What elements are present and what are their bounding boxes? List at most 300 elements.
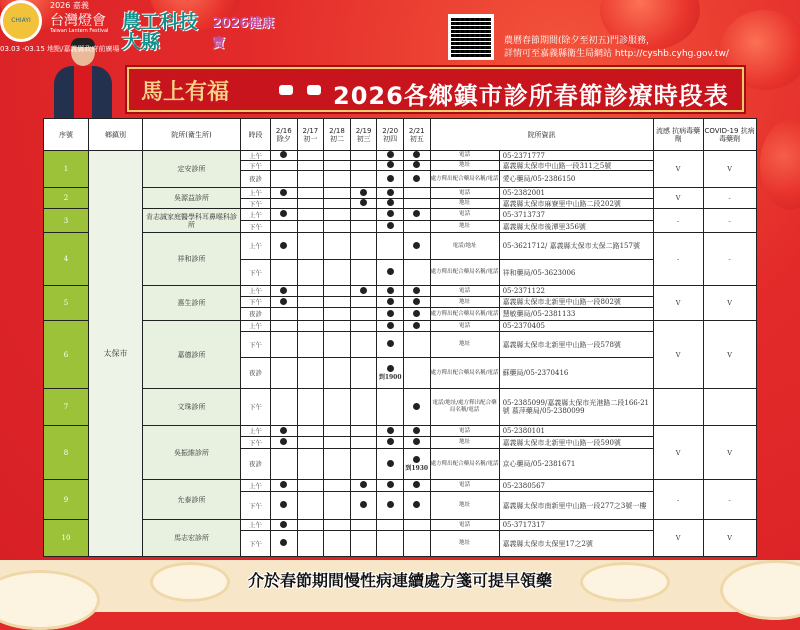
schedule-cell: [377, 297, 404, 308]
title-banner: [127, 67, 744, 112]
header-info: 院所資訊: [430, 119, 653, 151]
open-dot-icon: [413, 151, 420, 158]
schedule-cell: [324, 161, 351, 171]
info-value: 05-3713737: [499, 209, 653, 221]
schedule-cell: [403, 332, 430, 358]
open-dot-icon: [360, 189, 367, 196]
schedule-cell: [324, 358, 351, 389]
schedule-cell: [324, 449, 351, 480]
schedule-cell: [377, 321, 404, 332]
info-label: 電話: [430, 209, 499, 221]
schedule-cell: [403, 492, 430, 520]
schedule-cell: [350, 308, 377, 321]
open-dot-icon: [413, 427, 420, 434]
schedule-cell: [271, 358, 298, 389]
schedule-cell: [403, 161, 430, 171]
info-label: 電話: [430, 426, 499, 437]
open-dot-icon: [413, 298, 420, 305]
time-slot: 上午: [241, 520, 271, 531]
schedule-cell: [271, 531, 298, 557]
time-slot: 下午: [241, 199, 271, 209]
schedule-cell: [271, 426, 298, 437]
schedule-cell: [324, 260, 351, 286]
township-name: 太保市: [89, 151, 143, 557]
clinic-name: 文珠診所: [143, 389, 241, 426]
flu-antiviral: V: [653, 286, 703, 321]
schedule-cell: [350, 531, 377, 557]
open-dot-icon: [387, 340, 394, 347]
open-dot-icon: [387, 481, 394, 488]
open-dot-icon: [387, 199, 394, 206]
open-dot-icon: [413, 456, 420, 463]
schedule-cell: [377, 151, 404, 161]
info-label: 電話: [430, 151, 499, 161]
covid-antiviral: V: [703, 286, 756, 321]
schedule-cell: [324, 426, 351, 437]
schedule-cell: [403, 531, 430, 557]
schedule-cell: [271, 321, 298, 332]
schedule-cell: [377, 480, 404, 492]
schedule-cell: [403, 389, 430, 426]
flu-antiviral: V: [653, 426, 703, 480]
info-label: 處方釋出配合藥局名稱/電話: [430, 449, 499, 480]
flu-antiviral: -: [653, 233, 703, 286]
info-value: 蘇藥局/05-2370416: [499, 358, 653, 389]
schedule-cell: [377, 520, 404, 531]
info-value: 嘉義縣太保市北新里中山路一段590號: [499, 437, 653, 449]
time-slot: 上午: [241, 209, 271, 221]
covid-antiviral: -: [703, 188, 756, 209]
info-value: 嘉義縣太保市北新里中山路一段578號: [499, 332, 653, 358]
table-row: [44, 389, 757, 426]
header-day-2-19: 2/19 初三: [350, 119, 377, 151]
schedule-cell: [403, 297, 430, 308]
table-row: [44, 520, 757, 531]
schedule-cell: [297, 171, 324, 188]
table-row: [44, 233, 757, 260]
schedule-cell: [350, 492, 377, 520]
info-value: 05-2380101: [499, 426, 653, 437]
open-dot-icon: [413, 175, 420, 182]
schedule-cell: [297, 151, 324, 161]
open-dot-icon: [387, 222, 394, 229]
schedule-cell: [403, 151, 430, 161]
schedule-cell: [403, 286, 430, 297]
flu-antiviral: [653, 389, 703, 426]
time-slot: 上午: [241, 151, 271, 161]
schedule-cell: [297, 199, 324, 209]
clinic-number: 2: [44, 188, 89, 209]
schedule-cell: [297, 480, 324, 492]
schedule-cell: [271, 449, 298, 480]
schedule-cell: [324, 520, 351, 531]
schedule-cell: [403, 209, 430, 221]
schedule-cell: [297, 520, 324, 531]
schedule-cell: [350, 358, 377, 389]
open-dot-icon: [360, 199, 367, 206]
open-dot-icon: [413, 210, 420, 217]
page-title: 2026各鄉鎮市診所春節診療時段表: [333, 82, 729, 110]
info-value: 嘉義縣太保市北新里中山路一段802號: [499, 297, 653, 308]
schedule-cell: [297, 389, 324, 426]
clinic-number: 8: [44, 426, 89, 480]
header-day-2-16: 2/16 除夕: [271, 119, 298, 151]
open-dot-icon: [387, 189, 394, 196]
clinic-name: 惠生診所: [143, 286, 241, 321]
clinic-number: 6: [44, 321, 89, 389]
time-slot: 夜診: [241, 171, 271, 188]
schedule-cell: [297, 332, 324, 358]
info-label: 電話: [430, 321, 499, 332]
open-dot-icon: [413, 287, 420, 294]
info-value: 05-2371122: [499, 286, 653, 297]
schedule-cell: [403, 171, 430, 188]
open-dot-icon: [387, 322, 394, 329]
open-dot-icon: [387, 151, 394, 158]
info-value: 05-2382001: [499, 188, 653, 199]
schedule-cell: [324, 199, 351, 209]
schedule-cell: [350, 188, 377, 199]
horse-icon: [307, 85, 321, 95]
open-dot-icon: [280, 481, 287, 488]
clinic-name: 吳振維診所: [143, 426, 241, 480]
header-town: 鄉鎮別: [89, 119, 143, 151]
clinic-name: 肯志誠家庭醫學科耳鼻喉科診所: [143, 209, 241, 233]
time-slot: 下午: [241, 437, 271, 449]
open-dot-icon: [280, 501, 287, 508]
logo-agri-tech-county: 農工科技大縣: [122, 11, 199, 53]
info-label: 處方釋出配合藥局名稱/電話: [430, 171, 499, 188]
info-label: 電話: [430, 286, 499, 297]
time-slot: 上午: [241, 286, 271, 297]
time-slot: 上午: [241, 321, 271, 332]
qr-code[interactable]: [448, 14, 494, 60]
schedule-cell: [403, 308, 430, 321]
table-row: [44, 321, 757, 332]
time-slot: 夜診: [241, 449, 271, 480]
schedule-cell: [271, 308, 298, 321]
schedule-cell: [297, 297, 324, 308]
info-label: 地址: [430, 297, 499, 308]
schedule-cell: [350, 437, 377, 449]
schedule-cell: [324, 209, 351, 221]
open-dot-icon: [387, 210, 394, 217]
schedule-cell: [297, 437, 324, 449]
schedule-cell: [350, 233, 377, 260]
header-covid: COVID-19 抗病毒藥劑: [703, 119, 756, 151]
footer-note: 介於春節期間慢性病連續處方箋可提早領藥: [247, 571, 552, 590]
schedule-cell: [324, 308, 351, 321]
schedule-cell: [377, 308, 404, 321]
info-value: 嘉義縣太保市南新里中山路一段277之3號一樓: [499, 492, 653, 520]
info-label: 電話: [430, 520, 499, 531]
schedule-cell: [297, 286, 324, 297]
schedule-cell: [324, 188, 351, 199]
info-label: 地址: [430, 199, 499, 209]
header-day-2-17: 2/17 初一: [297, 119, 324, 151]
time-slot: 下午: [241, 332, 271, 358]
schedule-cell: [350, 171, 377, 188]
clinic-name: 馬志宏診所: [143, 520, 241, 557]
info-label: 處方釋出配合藥局名稱/電話: [430, 308, 499, 321]
info-value: 05-2370405: [499, 321, 653, 332]
schedule-cell: [271, 260, 298, 286]
covid-antiviral: V: [703, 151, 756, 188]
schedule-cell: [350, 260, 377, 286]
schedule-cell: [324, 389, 351, 426]
open-dot-icon: [387, 501, 394, 508]
open-dot-icon: [413, 161, 420, 168]
schedule-cell: [271, 221, 298, 233]
slogan: 馬上有福: [141, 79, 230, 105]
schedule-cell: [350, 199, 377, 209]
header-slot: 時段: [241, 119, 271, 151]
schedule-cell: [377, 199, 404, 209]
schedule-cell: [403, 437, 430, 449]
time-slot: 上午: [241, 426, 271, 437]
table-row: [44, 151, 757, 161]
schedule-cell: [324, 492, 351, 520]
schedule-cell: [350, 449, 377, 480]
schedule-cell: [350, 209, 377, 221]
table-row: [44, 480, 757, 492]
open-dot-icon: [280, 210, 287, 217]
flu-antiviral: V: [653, 151, 703, 188]
schedule-cell: [271, 233, 298, 260]
schedule-cell: [377, 209, 404, 221]
open-dot-icon: [387, 427, 394, 434]
schedule-cell: [324, 151, 351, 161]
schedule-cell: [350, 389, 377, 426]
info-label: 地址: [430, 332, 499, 358]
schedule-cell: [324, 531, 351, 557]
open-dot-icon: [413, 481, 420, 488]
flu-antiviral: -: [653, 480, 703, 520]
open-dot-icon: [387, 438, 394, 445]
header-no: 序號: [44, 119, 89, 151]
schedule-cell: [297, 426, 324, 437]
schedule-cell: [377, 492, 404, 520]
schedule-cell: [403, 221, 430, 233]
header-day-2-21: 2/21 初五: [403, 119, 430, 151]
header-day-2-18: 2/18 初二: [324, 119, 351, 151]
schedule-cell: [324, 297, 351, 308]
clinic-number: 7: [44, 389, 89, 426]
clinic-number: 4: [44, 233, 89, 286]
open-dot-icon: [387, 298, 394, 305]
info-label: 電話/地址/處方釋出配合藥局名稱/電話: [430, 389, 499, 426]
schedule-cell: [403, 199, 430, 209]
open-dot-icon: [387, 460, 394, 467]
open-dot-icon: [387, 268, 394, 275]
schedule-cell: [324, 286, 351, 297]
schedule-cell: [271, 188, 298, 199]
info-label: 處方釋出配合藥局名稱/電話: [430, 260, 499, 286]
schedule-cell: [403, 426, 430, 437]
schedule-cell: [271, 480, 298, 492]
schedule-cell: [377, 286, 404, 297]
open-dot-icon: [360, 287, 367, 294]
schedule-cell: [271, 171, 298, 188]
clinic-name: 吳源益診所: [143, 188, 241, 209]
schedule-cell: [297, 358, 324, 389]
open-dot-icon: [280, 287, 287, 294]
flu-antiviral: V: [653, 520, 703, 557]
schedule-cell: [377, 161, 404, 171]
info-value: 祥和藥局/05-3623006: [499, 260, 653, 286]
time-slot: 下午: [241, 531, 271, 557]
schedule-cell: [350, 426, 377, 437]
open-dot-icon: [413, 501, 420, 508]
flu-antiviral: -: [653, 209, 703, 233]
schedule-cell: [350, 286, 377, 297]
time-slot: 下午: [241, 389, 271, 426]
schedule-cell: [271, 297, 298, 308]
open-dot-icon: [280, 242, 287, 249]
covid-antiviral: V: [703, 426, 756, 480]
schedule-cell: [297, 531, 324, 557]
schedule-cell: [350, 480, 377, 492]
schedule-cell: [403, 233, 430, 260]
info-value: 嘉義縣太保市麻寮里中山路二段202號: [499, 199, 653, 209]
schedule-cell: [377, 171, 404, 188]
schedule-cell: [297, 260, 324, 286]
schedule-cell: [297, 188, 324, 199]
schedule-cell: [324, 221, 351, 233]
info-value: 嘉義縣太保市太保里17之2號: [499, 531, 653, 557]
schedule-cell: [377, 358, 404, 389]
schedule-cell: [297, 221, 324, 233]
schedule-cell: [324, 332, 351, 358]
header-flu: 流感 抗病毒藥劑: [653, 119, 703, 151]
schedule-cell: [377, 332, 404, 358]
schedule-cell: [271, 209, 298, 221]
info-value: 05-2385099/嘉義縣太保市光港路二段166-21號 慕萍藥局/05-2380099: [499, 389, 653, 426]
header-day-2-20: 2/20 初四: [377, 119, 404, 151]
schedule-cell: [297, 449, 324, 480]
info-label: 地址: [430, 437, 499, 449]
open-dot-icon: [413, 242, 420, 249]
schedule-cell: [297, 321, 324, 332]
time-slot: 下午: [241, 492, 271, 520]
open-dot-icon: [280, 151, 287, 158]
info-label: 地址: [430, 221, 499, 233]
table-row: [44, 426, 757, 437]
info-label: 地址: [430, 161, 499, 171]
open-dot-icon: [413, 438, 420, 445]
schedule-cell: [324, 437, 351, 449]
schedule-cell: [271, 389, 298, 426]
time-slot: 下午: [241, 221, 271, 233]
time-slot: 上午: [241, 188, 271, 199]
info-label: 處方釋出配合藥局名稱/電話: [430, 358, 499, 389]
time-slot: 上午: [241, 233, 271, 260]
clinic-number: 3: [44, 209, 89, 233]
schedule-cell: [377, 437, 404, 449]
covid-antiviral: -: [703, 480, 756, 520]
schedule-cell: [297, 209, 324, 221]
table-row: [44, 188, 757, 199]
schedule-cell: [403, 260, 430, 286]
open-dot-icon: [280, 189, 287, 196]
schedule-cell: [377, 389, 404, 426]
covid-antiviral: -: [703, 209, 756, 233]
info-label: 電話/地址: [430, 233, 499, 260]
info-value: 05-2371777: [499, 151, 653, 161]
schedule-cell: [403, 480, 430, 492]
covid-antiviral: -: [703, 233, 756, 286]
clinic-number: 10: [44, 520, 89, 557]
schedule-cell: [271, 520, 298, 531]
schedule-cell: [350, 520, 377, 531]
clinic-number: 5: [44, 286, 89, 321]
clinic-name: 祥和診所: [143, 233, 241, 286]
info-label: 地址: [430, 531, 499, 557]
schedule-cell: [350, 151, 377, 161]
covid-antiviral: V: [703, 321, 756, 389]
schedule-cell: [377, 426, 404, 437]
schedule-cell: [271, 492, 298, 520]
closing-time-note: 到1930: [405, 465, 429, 472]
clinic-schedule-table: [43, 118, 757, 557]
info-label: 電話: [430, 480, 499, 492]
logo-health-2026: 2026健康寶: [212, 16, 275, 51]
info-value: 嘉義縣太保市後潭里356號: [499, 221, 653, 233]
schedule-cell: [324, 321, 351, 332]
clinic-name: 定安診所: [143, 151, 241, 188]
schedule-cell: [271, 161, 298, 171]
schedule-cell: [377, 188, 404, 199]
schedule-cell: [324, 171, 351, 188]
schedule-cell: [350, 161, 377, 171]
horse-icon: [279, 85, 293, 95]
open-dot-icon: [387, 365, 394, 372]
open-dot-icon: [280, 298, 287, 305]
info-value: 愛心藥局/05-2386150: [499, 171, 653, 188]
open-dot-icon: [280, 539, 287, 546]
clinic-number: 9: [44, 480, 89, 520]
schedule-cell: [403, 520, 430, 531]
flu-antiviral: V: [653, 188, 703, 209]
schedule-cell: [271, 199, 298, 209]
schedule-cell: [377, 233, 404, 260]
schedule-cell: [297, 161, 324, 171]
schedule-cell: [403, 188, 430, 199]
schedule-cell: [350, 321, 377, 332]
time-slot: 下午: [241, 297, 271, 308]
time-slot: 下午: [241, 260, 271, 286]
notice-text: 農曆春節期間(除夕至初五)門診服務， 詳情可至嘉義縣衛生局網站 http://cyshb.cyhg.gov.tw/: [504, 36, 729, 59]
closing-time-note: 到1900: [378, 374, 402, 381]
open-dot-icon: [387, 175, 394, 182]
open-dot-icon: [360, 501, 367, 508]
info-label: 地址: [430, 492, 499, 520]
schedule-cell: [403, 321, 430, 332]
info-value: 嘉義縣太保市中山路一段311之5號: [499, 161, 653, 171]
clinic-name: 嘉德診所: [143, 321, 241, 389]
time-slot: 夜診: [241, 308, 271, 321]
open-dot-icon: [413, 322, 420, 329]
schedule-cell: [403, 358, 430, 389]
schedule-cell: [324, 480, 351, 492]
open-dot-icon: [280, 427, 287, 434]
table-row: [44, 286, 757, 297]
schedule-cell: [324, 233, 351, 260]
time-slot: 下午: [241, 161, 271, 171]
table-row: [44, 209, 757, 221]
open-dot-icon: [387, 161, 394, 168]
schedule-cell: [350, 221, 377, 233]
